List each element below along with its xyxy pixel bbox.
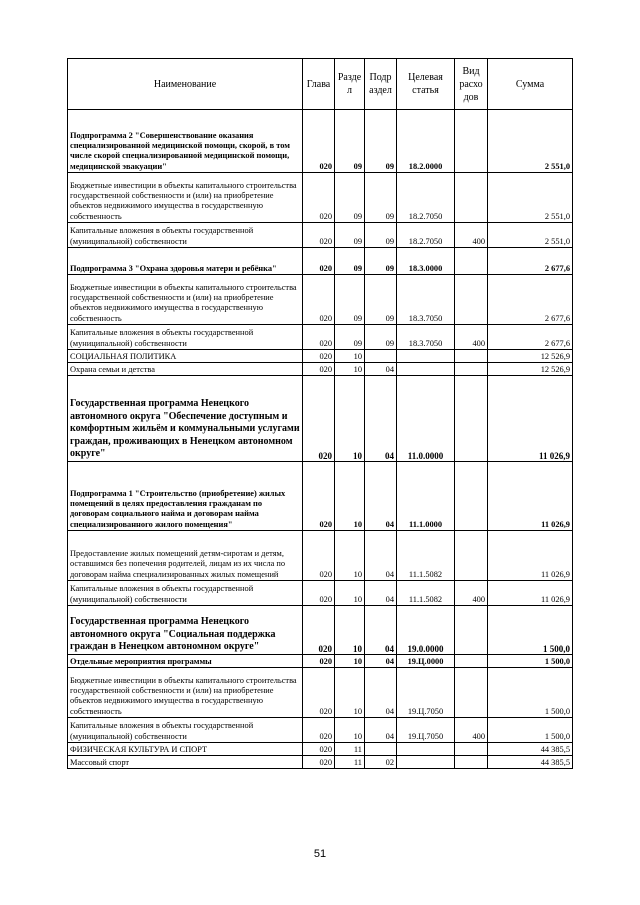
row-sum: 44 385,5 xyxy=(488,743,573,756)
row-razdel: 09 xyxy=(335,223,365,248)
row-podrazdel xyxy=(365,350,397,363)
row-razdel: 10 xyxy=(335,581,365,606)
table-row xyxy=(68,655,573,668)
row-target: 18.2.0000 xyxy=(397,110,455,173)
table-header-row xyxy=(68,59,573,110)
row-name: Капитальные вложения в объекты государственной (муниципальной) собственности xyxy=(68,581,303,606)
row-razdel: 10 xyxy=(335,363,365,376)
row-target xyxy=(397,350,455,363)
row-razdel: 10 xyxy=(335,531,365,581)
row-glava: 020 xyxy=(303,462,335,531)
row-glava: 020 xyxy=(303,350,335,363)
row-podrazdel: 09 xyxy=(365,110,397,173)
table-row xyxy=(68,376,573,462)
row-podrazdel: 04 xyxy=(365,718,397,743)
row-glava: 020 xyxy=(303,743,335,756)
row-name: Подпрограмма 2 "Совершенствование оказания специализированной медицинской помощи, скорой, в том числе скорой специализированной медицинской помощи, медицинской эвакуации" xyxy=(68,110,303,173)
row-vid xyxy=(455,363,488,376)
row-target: 11.1.0000 xyxy=(397,462,455,531)
row-razdel: 10 xyxy=(335,376,365,462)
row-podrazdel: 09 xyxy=(365,325,397,350)
row-name: ФИЗИЧЕСКАЯ КУЛЬТУРА И СПОРТ xyxy=(68,743,303,756)
row-target: 19.Ц.0000 xyxy=(397,655,455,668)
row-sum: 2 677,6 xyxy=(488,248,573,275)
header-glava: Глава xyxy=(303,59,335,110)
row-vid xyxy=(455,275,488,325)
table-row xyxy=(68,606,573,655)
row-razdel: 10 xyxy=(335,606,365,655)
row-name: Отдельные мероприятия программы xyxy=(68,655,303,668)
row-target xyxy=(397,756,455,769)
row-name: Капитальные вложения в объекты государственной (муниципальной) собственности xyxy=(68,223,303,248)
header-podrazdel: Подр аздел xyxy=(365,59,397,110)
row-razdel: 10 xyxy=(335,350,365,363)
row-vid xyxy=(455,110,488,173)
row-glava: 020 xyxy=(303,718,335,743)
row-target: 11.1.5082 xyxy=(397,531,455,581)
budget-table xyxy=(67,58,573,769)
header-sum: Сумма xyxy=(488,59,573,110)
row-sum: 2 677,6 xyxy=(488,325,573,350)
row-podrazdel: 04 xyxy=(365,668,397,718)
row-razdel: 10 xyxy=(335,668,365,718)
row-glava: 020 xyxy=(303,581,335,606)
row-target: 11.1.5082 xyxy=(397,581,455,606)
row-glava: 020 xyxy=(303,606,335,655)
row-name: Подпрограмма 1 "Строительство (приобретение) жилых помещений в целях предоставления гражданам по договорам социального найма и договорам найма специализированного жилого помещения" xyxy=(68,462,303,531)
row-razdel: 11 xyxy=(335,743,365,756)
row-vid xyxy=(455,350,488,363)
row-vid xyxy=(455,248,488,275)
row-podrazdel: 04 xyxy=(365,581,397,606)
row-sum: 2 551,0 xyxy=(488,110,573,173)
row-glava: 020 xyxy=(303,248,335,275)
row-vid xyxy=(455,173,488,223)
row-podrazdel: 04 xyxy=(365,655,397,668)
row-glava: 020 xyxy=(303,531,335,581)
row-podrazdel: 04 xyxy=(365,462,397,531)
row-sum: 1 500,0 xyxy=(488,668,573,718)
table-row xyxy=(68,581,573,606)
row-sum: 11 026,9 xyxy=(488,531,573,581)
row-podrazdel: 09 xyxy=(365,275,397,325)
row-name: Бюджетные инвестиции в объекты капитального строительства государственной собственности и (или) на приобретение объектов недвижимого имущества в государственную собственность xyxy=(68,275,303,325)
row-vid xyxy=(455,743,488,756)
row-sum: 11 026,9 xyxy=(488,376,573,462)
row-razdel: 10 xyxy=(335,462,365,531)
row-vid: 400 xyxy=(455,325,488,350)
row-sum: 12 526,9 xyxy=(488,350,573,363)
row-vid xyxy=(455,376,488,462)
row-podrazdel: 09 xyxy=(365,223,397,248)
row-name: Капитальные вложения в объекты государственной (муниципальной) собственности xyxy=(68,325,303,350)
row-target: 11.0.0000 xyxy=(397,376,455,462)
row-podrazdel: 02 xyxy=(365,756,397,769)
row-glava: 020 xyxy=(303,325,335,350)
page-number: 51 xyxy=(313,848,327,860)
table-row xyxy=(68,173,573,223)
row-vid xyxy=(455,531,488,581)
row-glava: 020 xyxy=(303,756,335,769)
row-sum: 11 026,9 xyxy=(488,581,573,606)
row-sum: 1 500,0 xyxy=(488,606,573,655)
row-name: Государственная программа Ненецкого автономного округа "Социальная поддержка граждан в Ненецком автономном округе" xyxy=(68,606,303,655)
row-sum: 1 500,0 xyxy=(488,718,573,743)
row-target: 18.2.7050 xyxy=(397,223,455,248)
row-razdel: 09 xyxy=(335,248,365,275)
row-vid xyxy=(455,668,488,718)
row-razdel: 09 xyxy=(335,173,365,223)
row-podrazdel: 04 xyxy=(365,376,397,462)
row-sum: 12 526,9 xyxy=(488,363,573,376)
row-podrazdel: 04 xyxy=(365,531,397,581)
header-target: Целевая статья xyxy=(397,59,455,110)
row-target xyxy=(397,363,455,376)
header-razdel: Разде л xyxy=(335,59,365,110)
row-target: 18.3.0000 xyxy=(397,248,455,275)
row-glava: 020 xyxy=(303,110,335,173)
row-razdel: 09 xyxy=(335,325,365,350)
row-glava: 020 xyxy=(303,376,335,462)
row-glava: 020 xyxy=(303,173,335,223)
header-vid: Вид расхо дов xyxy=(455,59,488,110)
table-row xyxy=(68,363,573,376)
row-name: Предоставление жилых помещений детям-сиротам и детям, оставшимся без попечения родителей, лицам из их числа по договорам найма специализированных жилых помещений xyxy=(68,531,303,581)
row-sum: 44 385,5 xyxy=(488,756,573,769)
table-row xyxy=(68,462,573,531)
row-vid: 400 xyxy=(455,223,488,248)
row-podrazdel xyxy=(365,743,397,756)
row-glava: 020 xyxy=(303,668,335,718)
table-row xyxy=(68,223,573,248)
row-razdel: 09 xyxy=(335,275,365,325)
row-glava: 020 xyxy=(303,655,335,668)
row-target: 19.Ц.7050 xyxy=(397,718,455,743)
row-name: Массовый спорт xyxy=(68,756,303,769)
row-name: Капитальные вложения в объекты государственной (муниципальной) собственности xyxy=(68,718,303,743)
row-vid xyxy=(455,655,488,668)
table-row xyxy=(68,275,573,325)
row-vid: 400 xyxy=(455,718,488,743)
row-razdel: 11 xyxy=(335,756,365,769)
row-name: Охрана семьи и детства xyxy=(68,363,303,376)
row-target: 18.3.7050 xyxy=(397,325,455,350)
row-razdel: 10 xyxy=(335,655,365,668)
row-vid xyxy=(455,606,488,655)
header-name: Наименование xyxy=(68,59,303,110)
row-sum: 2 551,0 xyxy=(488,223,573,248)
row-target: 18.2.7050 xyxy=(397,173,455,223)
row-name: Подпрограмма 3 "Охрана здоровья матери и ребёнка" xyxy=(68,248,303,275)
row-name: Бюджетные инвестиции в объекты капитального строительства государственной собственности и (или) на приобретение объектов недвижимого имущества в государственную собственность xyxy=(68,173,303,223)
row-target xyxy=(397,743,455,756)
row-razdel: 09 xyxy=(335,110,365,173)
row-sum: 2 677,6 xyxy=(488,275,573,325)
row-sum: 2 551,0 xyxy=(488,173,573,223)
table-row xyxy=(68,248,573,275)
row-podrazdel: 09 xyxy=(365,173,397,223)
table-row xyxy=(68,531,573,581)
row-podrazdel: 04 xyxy=(365,606,397,655)
table-row xyxy=(68,668,573,718)
table-row xyxy=(68,718,573,743)
row-target: 19.Ц.7050 xyxy=(397,668,455,718)
row-sum: 1 500,0 xyxy=(488,655,573,668)
row-name: Бюджетные инвестиции в объекты капитального строительства государственной собственности и (или) на приобретение объектов недвижимого имущества в государственную собственность xyxy=(68,668,303,718)
row-target: 18.3.7050 xyxy=(397,275,455,325)
row-sum: 11 026,9 xyxy=(488,462,573,531)
row-podrazdel: 04 xyxy=(365,363,397,376)
row-razdel: 10 xyxy=(335,718,365,743)
table-row xyxy=(68,350,573,363)
row-name: Государственная программа Ненецкого автономного округа "Обеспечение доступным и комфортным жильём и коммунальными услугами граждан, проживающих в Ненецком автономном округе" xyxy=(68,376,303,462)
row-vid: 400 xyxy=(455,581,488,606)
table-row xyxy=(68,110,573,173)
row-vid xyxy=(455,756,488,769)
row-glava: 020 xyxy=(303,363,335,376)
row-podrazdel: 09 xyxy=(365,248,397,275)
row-name: СОЦИАЛЬНАЯ ПОЛИТИКА xyxy=(68,350,303,363)
row-glava: 020 xyxy=(303,223,335,248)
row-vid xyxy=(455,462,488,531)
row-glava: 020 xyxy=(303,275,335,325)
row-target: 19.0.0000 xyxy=(397,606,455,655)
table-row xyxy=(68,325,573,350)
table-row xyxy=(68,756,573,769)
table-row xyxy=(68,743,573,756)
